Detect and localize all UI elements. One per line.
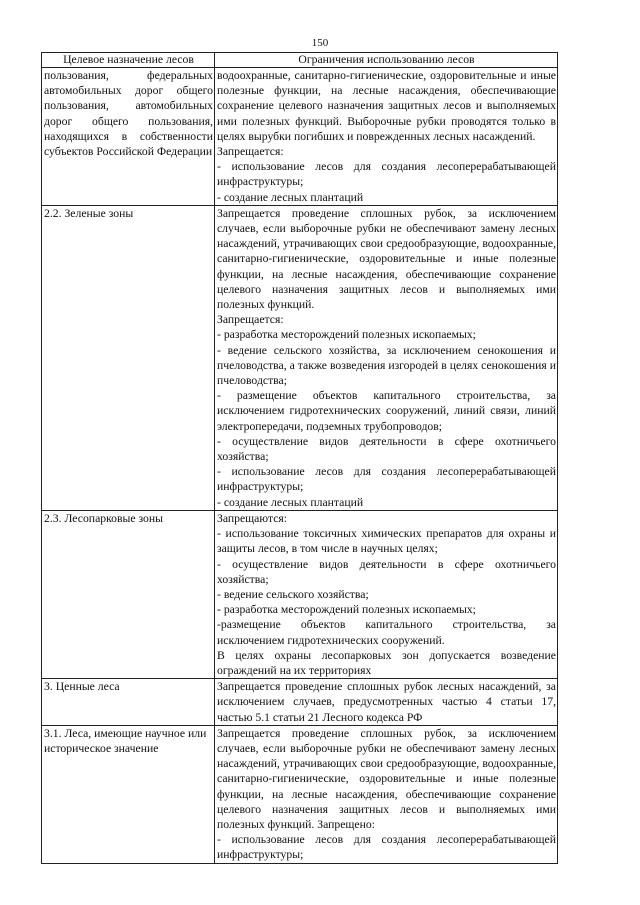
table-header-row — [42, 53, 558, 68]
restriction-line: Запрещаются: — [217, 511, 287, 525]
restrictions-cell — [215, 725, 558, 863]
purpose-cell: 3. Ценные леса — [42, 679, 215, 726]
restriction-line: В целях охраны лесопарковых зон допускается возведение ограждений на их территориях — [217, 648, 556, 677]
restriction-line: Запрещается проведение сплошных рубок, за исключением случаев, если выборочные рубки не обеспечивают замену лесных насаждений, утрачивающих свои средообразующие, водоохранные, санитарно-гигиенические, оздоровительные и иные полезные функции, на лесные насаждения, обеспечивающие сохранение целевого назначения защитных лесов и выполняемых ими полезных функций. — [217, 206, 556, 312]
purpose-cell: 3.1. Леса, имеющие научное или историческое значение — [42, 725, 215, 863]
restriction-line: -размещение объектов капитального строительства, за исключением гидротехнических сооружений. — [217, 618, 556, 647]
restriction-line: Запрещается проведение сплошных рубок лесных насаждений, за исключением случаев, предусмотренных частью 4 статьи 17, частью 5.1 статьи 21 Лесного кодекса РФ — [217, 680, 556, 724]
restriction-line: - использование токсичных химических препаратов для охраны и защиты лесов, в том числе в научных целях; — [217, 527, 556, 556]
restriction-line: - разработка месторождений полезных ископаемых; — [217, 603, 476, 617]
restriction-line: - использование лесов для создания лесоперерабатывающей инфраструктуры; — [217, 833, 556, 862]
restrictions-cell — [215, 68, 558, 206]
forest-restrictions-table — [41, 52, 558, 864]
table-row — [42, 205, 558, 510]
restriction-line: Запрещается: — [217, 145, 284, 159]
purpose-cell: 2.2. Зеленые зоны — [42, 205, 215, 510]
restriction-line: - осуществление видов деятельности в сфере охотничьего хозяйства; — [217, 557, 556, 586]
restriction-line: - использование лесов для создания лесоперерабатывающей инфраструктуры; — [217, 160, 556, 189]
table-row — [42, 679, 558, 726]
header-usage-restrictions: Ограничения использованию лесов — [215, 53, 558, 68]
restriction-line: - создание лесных плантаций — [217, 495, 364, 509]
purpose-cell: пользования, федеральных автомобильных дорог общего пользования, автомобильных дорог общего пользования, находящихся в собственности субъектов Российской Федерации — [42, 68, 215, 206]
restrictions-cell — [215, 679, 558, 726]
restrictions-cell — [215, 205, 558, 510]
table-row — [42, 68, 558, 206]
restrictions-cell — [215, 510, 558, 678]
header-forest-purpose: Целевое назначение лесов — [42, 53, 215, 68]
table-row — [42, 725, 558, 863]
restriction-line: - размещение объектов капитального строительства, за исключением гидротехнических сооружений, линий связи, линий электропередачи, подземных трубопроводов; — [217, 389, 556, 433]
restriction-line: - осуществление видов деятельности в сфере охотничьего хозяйства; — [217, 434, 556, 464]
restriction-line: - ведение сельского хозяйства, за исключением сенокошения и пчеловодства, а также возведения изгородей в целях сенокошения и пчеловодства; — [217, 343, 556, 388]
page-number: 150 — [311, 37, 329, 49]
restriction-line: - создание лесных плантаций — [217, 190, 364, 204]
restriction-line: Запрещается проведение сплошных рубок, за исключением случаев, если выборочные рубки не обеспечивают замену лесных насаждений, утрачивающих свои средообразующие, водоохранные, санитарно-гигиенические, оздоровительные и иные полезные функции, на лесные насаждения, обеспечивающие сохранение целевого назначения защитных лесов и выполняемых ими полезных функций. Запрещено: — [217, 726, 556, 831]
restriction-line: Запрещается: — [217, 313, 284, 327]
table-row — [42, 510, 558, 678]
restriction-line: - разработка месторождений полезных ископаемых; — [217, 328, 476, 342]
purpose-cell: 2.3. Лесопарковые зоны — [42, 510, 215, 678]
restriction-line: - ведение сельского хозяйства; — [217, 587, 369, 601]
restriction-line: водоохранные, санитарно-гигиенические, оздоровительные и иные полезные функции, на лесные насаждения, обеспечивающие сохранение целевого назначения защитных лесов и выполняемых ими полезных функций. Выборочные рубки проводятся только в целях вырубки погибших и поврежденных лесных насаждений. — [217, 69, 556, 143]
restriction-line: - использование лесов для создания лесоперерабатывающей инфраструктуры; — [217, 465, 556, 494]
